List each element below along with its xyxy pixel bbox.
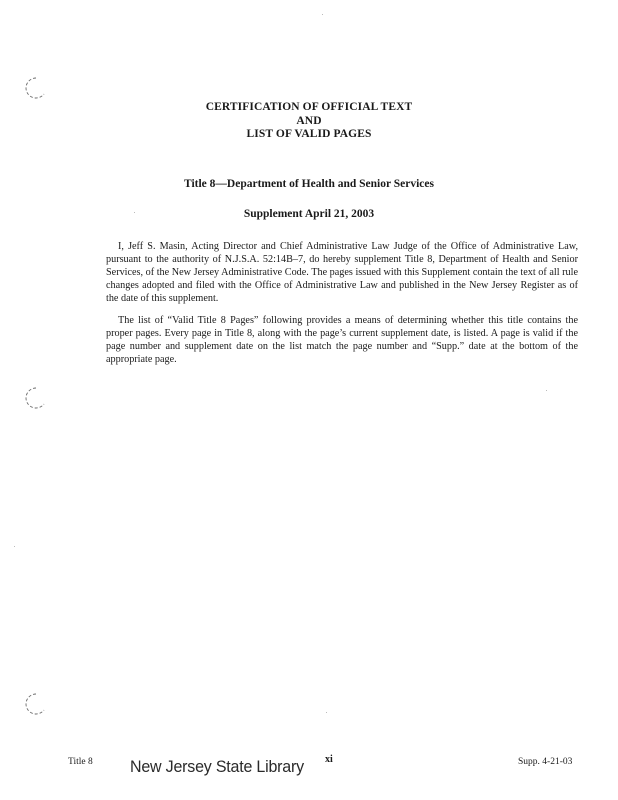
scan-speck (322, 14, 323, 15)
punch-hole-top (22, 76, 46, 100)
scan-speck (14, 546, 15, 547)
footer-supplement-date: Supp. 4-21-03 (518, 757, 573, 767)
punch-hole-bottom (22, 692, 46, 716)
certification-body (106, 240, 578, 375)
footer-title: Title 8 (68, 757, 93, 767)
certification-title (0, 101, 618, 142)
page-number: xi (325, 754, 333, 765)
punch-hole-middle (22, 386, 46, 410)
title-line-2: AND (296, 114, 322, 127)
supplement-date-heading: Supplement April 21, 2003 (243, 208, 375, 220)
scan-speck (326, 712, 327, 713)
title-line-3: LIST OF VALID PAGES (246, 128, 372, 140)
title-heading: Title 8—Department of Health and Senior Services (184, 178, 434, 190)
paragraph-certification: I, Jeff S. Masin, Acting Director and Chief Administrative Law Judge of the Office of Administrative Law, pursuant to the authority of N.J.S.A. 52:14B–7, do hereby supplement Title 8, Department of Health and Senior Services, of the New Jersey Administrative Code. The pages issued with this Supplement contain the text of all rule changes adopted and filed with the Office of Administrative Law and published in the New Jersey Register as of the date of this supplement. (106, 241, 578, 304)
scan-speck (546, 390, 547, 391)
title-line-1: CERTIFICATION OF OFFICIAL TEXT (205, 101, 413, 113)
library-watermark: New Jersey State Library (130, 758, 304, 777)
paragraph-valid-pages: The list of “Valid Title 8 Pages” following provides a means of determining whether this title contains the proper pages. Every page in Title 8, along with the page’s current supplement date, is listed. A page is valid if the page number and supplement date on the list match the page number and “Supp.” date at the bottom of the appropriate page. (106, 315, 578, 365)
